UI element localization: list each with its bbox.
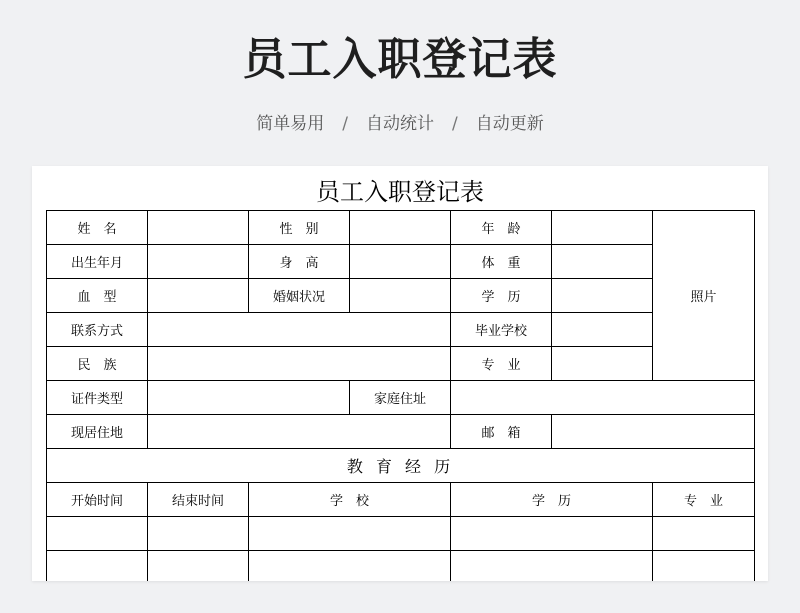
gender-label: 性 别 xyxy=(249,211,350,245)
blood-label: 血 型 xyxy=(47,279,148,313)
table-row xyxy=(47,279,755,313)
table-row xyxy=(47,211,755,245)
edu-school-field[interactable] xyxy=(249,517,451,551)
table-row xyxy=(47,245,755,279)
tag-separator: / xyxy=(452,114,458,134)
marital-field[interactable] xyxy=(350,279,451,313)
edu-start-field[interactable] xyxy=(47,551,148,582)
home-address-field[interactable] xyxy=(451,381,755,415)
feature-tag: 简单易用 xyxy=(256,114,325,134)
feature-tags xyxy=(0,112,800,136)
education-label: 学 历 xyxy=(451,279,552,313)
weight-label: 体 重 xyxy=(451,245,552,279)
feature-tag: 自动更新 xyxy=(475,114,544,134)
table-row xyxy=(47,551,755,582)
edu-start-field[interactable] xyxy=(47,517,148,551)
home-address-label: 家庭住址 xyxy=(350,381,451,415)
table-row xyxy=(47,449,755,483)
current-address-label: 现居住地 xyxy=(47,415,148,449)
contact-field[interactable] xyxy=(148,313,451,347)
table-row xyxy=(47,517,755,551)
page-title: 员工入职登记表 xyxy=(242,34,558,85)
edu-col-end: 结束时间 xyxy=(148,483,249,517)
email-label: 邮 箱 xyxy=(451,415,552,449)
edu-end-field[interactable] xyxy=(148,517,249,551)
contact-label: 联系方式 xyxy=(47,313,148,347)
email-field[interactable] xyxy=(552,415,755,449)
edu-degree-field[interactable] xyxy=(451,551,653,582)
table-row xyxy=(47,313,755,347)
major-field[interactable] xyxy=(552,347,653,381)
blood-field[interactable] xyxy=(148,279,249,313)
table-row xyxy=(47,347,755,381)
current-address-field[interactable] xyxy=(148,415,451,449)
edu-major-field[interactable] xyxy=(653,517,755,551)
photo-cell[interactable]: 照片 xyxy=(653,211,755,381)
education-section-title: 教 育 经 历 xyxy=(47,449,755,483)
school-grad-field[interactable] xyxy=(552,313,653,347)
edu-end-field[interactable] xyxy=(148,551,249,582)
birth-field[interactable] xyxy=(148,245,249,279)
age-field[interactable] xyxy=(552,211,653,245)
table-row xyxy=(47,415,755,449)
table-row xyxy=(47,381,755,415)
height-field[interactable] xyxy=(350,245,451,279)
sheet-title: 员工入职登记表 xyxy=(316,178,484,206)
edu-degree-field[interactable] xyxy=(451,517,653,551)
edu-col-school: 学 校 xyxy=(249,483,451,517)
age-label: 年 龄 xyxy=(451,211,552,245)
education-field[interactable] xyxy=(552,279,653,313)
birth-label: 出生年月 xyxy=(47,245,148,279)
registration-table xyxy=(46,210,755,581)
height-label: 身 高 xyxy=(249,245,350,279)
gender-field[interactable] xyxy=(350,211,451,245)
feature-tag: 自动统计 xyxy=(366,114,434,134)
weight-field[interactable] xyxy=(552,245,653,279)
ethnicity-field[interactable] xyxy=(148,347,451,381)
edu-major-field[interactable] xyxy=(653,551,755,582)
edu-col-start: 开始时间 xyxy=(47,483,148,517)
id-type-label: 证件类型 xyxy=(47,381,148,415)
tag-separator: / xyxy=(342,114,348,134)
edu-col-degree: 学 历 xyxy=(451,483,653,517)
id-type-field[interactable] xyxy=(148,381,350,415)
name-field[interactable] xyxy=(148,211,249,245)
edu-col-major: 专 业 xyxy=(653,483,755,517)
name-label: 姓 名 xyxy=(47,211,148,245)
major-label: 专 业 xyxy=(451,347,552,381)
school-grad-label: 毕业学校 xyxy=(451,313,552,347)
ethnicity-label: 民 族 xyxy=(47,347,148,381)
marital-label: 婚姻状况 xyxy=(249,279,350,313)
table-row xyxy=(47,483,755,517)
edu-school-field[interactable] xyxy=(249,551,451,582)
form-sheet xyxy=(32,166,768,581)
